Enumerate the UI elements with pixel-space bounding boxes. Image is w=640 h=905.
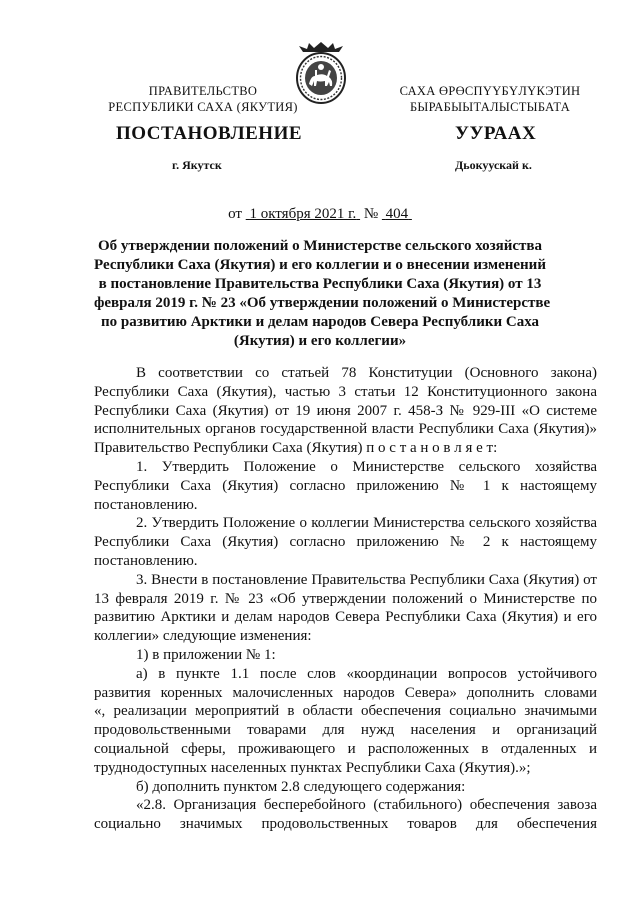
body-line: Правительство Республики Саха (Якутия) п о с т а н о в л я е т: <box>94 440 498 457</box>
document-body <box>94 364 597 834</box>
body-line: труднодоступных населенных пунктах Республики Саха (Якутия).»; <box>94 759 531 776</box>
body-line: 13 февраля 2019 г. № 23 «Об утверждении положений о Министерстве по <box>94 590 597 607</box>
header-left-block <box>88 83 318 115</box>
date-prefix: от <box>228 206 242 222</box>
body-line: коллегии» следующие изменения: <box>94 628 312 645</box>
body-line: исполнительных органов государственной власти Республики Саха (Якутия)» <box>94 421 597 438</box>
header-left-line2: РЕСПУБЛИКИ САХА (ЯКУТИЯ) <box>108 100 298 114</box>
header-right-line2: БЫРАБЫЫТАЛЫСТЫБАТА <box>409 100 571 114</box>
body-line: постановлению. <box>94 496 198 513</box>
body-line: 3. Внести в постановление Правительства Республики Саха (Якутия) от <box>136 571 597 588</box>
body-line: социальной сферы, проживающего и расположенных в отдаленных и <box>94 740 597 757</box>
title-line: Об утверждении положений о Министерстве сельского хозяйства <box>97 238 543 254</box>
title-line: по развитию Арктики и делам народов Севера Республики Саха <box>100 314 540 330</box>
body-line: развития коренных малочисленных народов Севера» дополнить словами <box>94 684 597 701</box>
doc-type-right: УУРААХ <box>455 123 537 144</box>
doc-type-left: ПОСТАНОВЛЕНИЕ <box>116 123 303 144</box>
body-line: Республики Саха (Якутия) согласно приложению № 2 к настоящему <box>94 534 597 551</box>
body-line: Республики Саха (Якутия) согласно приложению № 1 к настоящему <box>94 477 597 494</box>
date-number-line <box>0 206 640 223</box>
body-line: а) в пункте 1.1 после слов «координации вопросов устойчивого <box>136 665 597 682</box>
body-line: «2.8. Организация бесперебойного (стабильного) обеспечения завоза <box>136 797 597 814</box>
body-line: «, реализации мероприятий в области обеспечения социально значимыми <box>94 703 597 720</box>
city-right: Дьокуускай к. <box>455 158 532 172</box>
header-right-line1: САХА ӨРӨСПҮҮБҮЛҮКЭТИН <box>399 84 581 98</box>
title-line: в постановление Правительства Республики Саха (Якутия) от 13 <box>98 276 542 292</box>
body-line: Республики Саха (Якутия) от 19 июня 2007 г. 458-З № 929-III «О системе <box>94 402 597 419</box>
body-line: Республики Саха (Якутия), частью 3 статьи 12 Конституционного закона <box>94 383 597 400</box>
document-title <box>94 237 551 351</box>
body-line: социально значимых продовольственных товаров для обеспечения <box>94 816 597 833</box>
coat-of-arms-emblem-icon <box>293 40 349 106</box>
header-left-line1: ПРАВИТЕЛЬСТВО <box>148 84 258 98</box>
body-line: 1. Утвердить Положение о Министерстве сельского хозяйства <box>136 458 597 475</box>
city-left: г. Якутск <box>172 158 222 172</box>
header-right-block <box>375 83 605 115</box>
title-line: (Якутия) и его коллегии» <box>233 333 407 349</box>
body-line: б) дополнить пунктом 2.8 следующего содержания: <box>136 778 466 795</box>
title-line: Республики Саха (Якутия) и его коллегии и о внесении изменений <box>94 257 546 273</box>
document-number: 404 <box>385 206 409 222</box>
body-line: продовольственными товарами для нужд населения и организаций <box>94 722 597 739</box>
number-label: № <box>363 206 379 222</box>
body-line: 1) в приложении № 1: <box>136 646 276 663</box>
body-line: развитию Арктики и делам народов Севера Республики Саха (Якутия) и его <box>94 609 597 626</box>
document-date: 1 октября 2021 г. <box>249 206 357 222</box>
title-line: февраля 2019 г. № 23 «Об утверждении положений о Министерстве <box>94 295 551 311</box>
body-line: В соответствии со статьей 78 Конституции (Основного закона) <box>136 365 597 381</box>
body-line: 2. Утвердить Положение о коллегии Министерства сельского хозяйства <box>136 515 597 532</box>
body-line: постановлению. <box>94 552 198 569</box>
